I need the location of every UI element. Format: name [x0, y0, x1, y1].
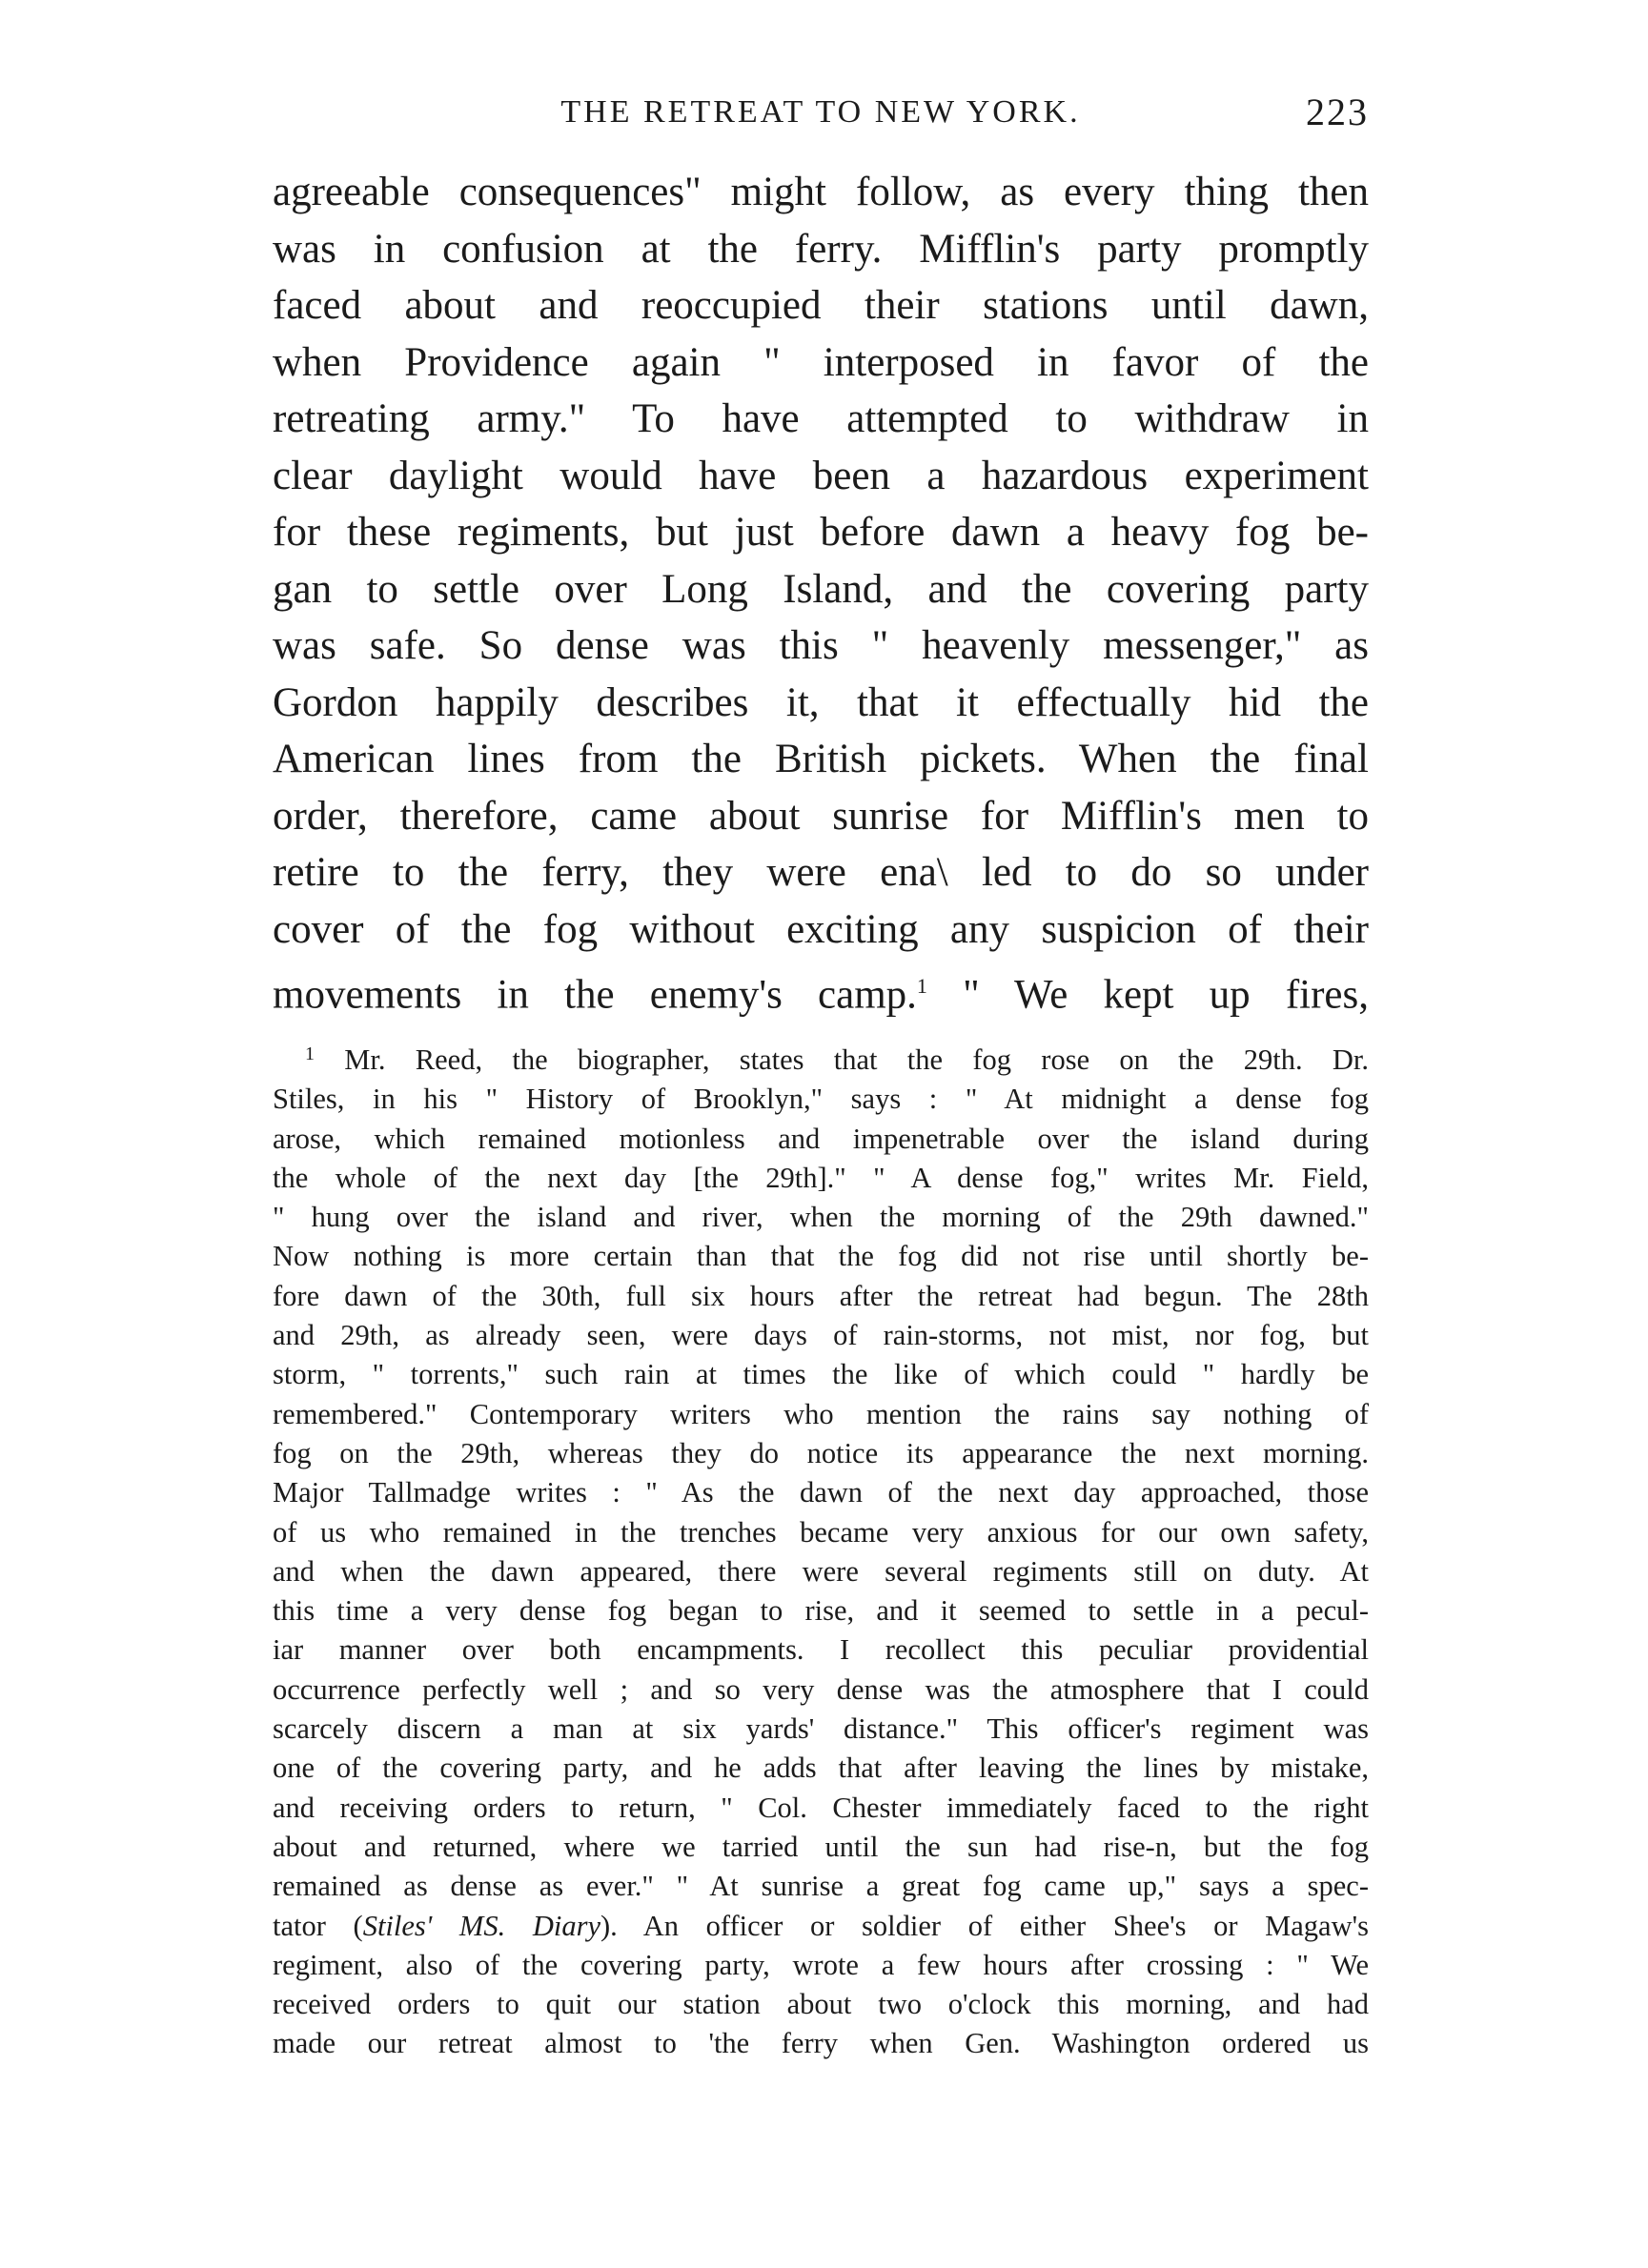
running-title: THE RETREAT TO NEW YORK.	[560, 94, 1081, 130]
body-line: for these regiments, but just before dawn a heavy fog be-	[273, 510, 1369, 555]
body-line: clear daylight would have been a hazardous experiment	[273, 453, 1369, 498]
body-line: American lines from the British pickets. When the final	[273, 737, 1369, 781]
footnote-line-text: Mr. Reed, the biographer, states that the fog rose on the 29th. Dr.	[344, 1043, 1369, 1076]
footnote-line: iar manner over both encampments. I recollect this peculiar providential	[273, 1633, 1369, 1667]
body-line: when Providence again " interposed in favor of the	[273, 339, 1369, 385]
footnote-line: one of the covering party, and he adds that after leaving the lines by mistake,	[273, 1752, 1369, 1785]
footnote-line: made our retreat almost to 'the ferry when Gen. Washington ordered us	[273, 2027, 1369, 2060]
footnote	[273, 1041, 1369, 2064]
body-line-text: " We kept up fires,	[963, 972, 1369, 1018]
footnote-line: this time a very dense fog began to rise, and it seemed to settle in a pecul-	[273, 1594, 1369, 1628]
footnote-line: received orders to quit our station about two o'clock this morning, and had	[273, 1988, 1369, 2021]
footnote-line: and receiving orders to return, " Col. Chester immediately faced to the right	[273, 1791, 1369, 1824]
footnote-line: and 29th, as already seen, were days of rain-storms, not mist, nor fog, but	[273, 1319, 1369, 1352]
body-line-last	[273, 958, 1369, 1018]
footnote-line: and when the dawn appeared, there were several regiments still on duty. At	[273, 1554, 1369, 1588]
body-line: order, therefore, came about sunrise for Mifflin's men to	[273, 793, 1369, 839]
footnote-reference: 1	[916, 974, 927, 998]
page-number: 223	[1306, 91, 1369, 133]
footnote-line: fore dawn of the 30th, full six hours after the retreat had begun. The 28th	[273, 1279, 1369, 1312]
footnote-line: arose, which remained motionless and impenetrable over the island during	[273, 1122, 1369, 1155]
footnote-line: about and returned, where we tarried until the sun had rise-n, but the fog	[273, 1830, 1369, 1863]
footnote-line: " hung over the island and river, when the morning of the 29th dawned."	[273, 1201, 1369, 1234]
body-line: cover of the fog without exciting any suspicion of their	[273, 906, 1369, 952]
footnote-line: fog on the 29th, whereas they do notice its appearance the next morning.	[273, 1436, 1369, 1469]
footnote-line: Stiles, in his " History of Brooklyn," says : " At midnight a dense fog	[273, 1083, 1369, 1116]
body-line: retire to the ferry, they were ena\ led to do so under	[273, 850, 1369, 895]
body-line-text: movements in the enemy's camp.	[273, 972, 917, 1018]
footnote-line: occurrence perfectly well ; and so very dense was the atmosphere that I could	[273, 1672, 1369, 1706]
footnote-line: storm, " torrents," such rain at times the like of which could " hardly be	[273, 1358, 1369, 1391]
footnote-line	[273, 1041, 1369, 1080]
footnote-line: scarcely discern a man at six yards' distance." This officer's regiment was	[273, 1712, 1369, 1746]
footnote-line: Major Tallmadge writes : " As the dawn of the next day approached, those	[273, 1476, 1369, 1509]
footnote-text: tator (	[273, 1909, 363, 1942]
footnote-line: of us who remained in the trenches became very anxious for our own safety,	[273, 1515, 1369, 1549]
body-line: was safe. So dense was this " heavenly messenger," as	[273, 623, 1369, 668]
footnote-text: ). An officer or soldier of either Shee's or Magaw's	[600, 1909, 1369, 1942]
footnote-citation-italic: Stiles' MS. Diary	[362, 1909, 601, 1942]
body-line: faced about and reoccupied their stations until dawn,	[273, 283, 1369, 328]
footnote-line: the whole of the next day [the 29th]." " A dense fog," writes Mr. Field,	[273, 1161, 1369, 1194]
running-head	[273, 84, 1369, 141]
footnote-line: Now nothing is more certain than that the fog did not rise until shortly be-	[273, 1240, 1369, 1273]
body-line: retreating army." To have attempted to withdraw in	[273, 396, 1369, 441]
body-line: Gordon happily describes it, that it effectually hid the	[273, 679, 1369, 725]
footnote-marker: 1	[305, 1043, 315, 1064]
body-line: agreeable consequences" might follow, as every thing then	[273, 170, 1369, 214]
footnote-line: regiment, also of the covering party, wrote a few hours after crossing : " We	[273, 1948, 1369, 1981]
body-line: was in confusion at the ferry. Mifflin's party promptly	[273, 226, 1369, 272]
body-line: gan to settle over Long Island, and the covering party	[273, 566, 1369, 612]
footnote-line-citation	[273, 1907, 1369, 1946]
footnote-line: remembered." Contemporary writers who mention the rains say nothing of	[273, 1397, 1369, 1430]
body-text	[273, 164, 1369, 1018]
footnote-line: remained as dense as ever." " At sunrise a great fog came up," says a spec-	[273, 1870, 1369, 1903]
